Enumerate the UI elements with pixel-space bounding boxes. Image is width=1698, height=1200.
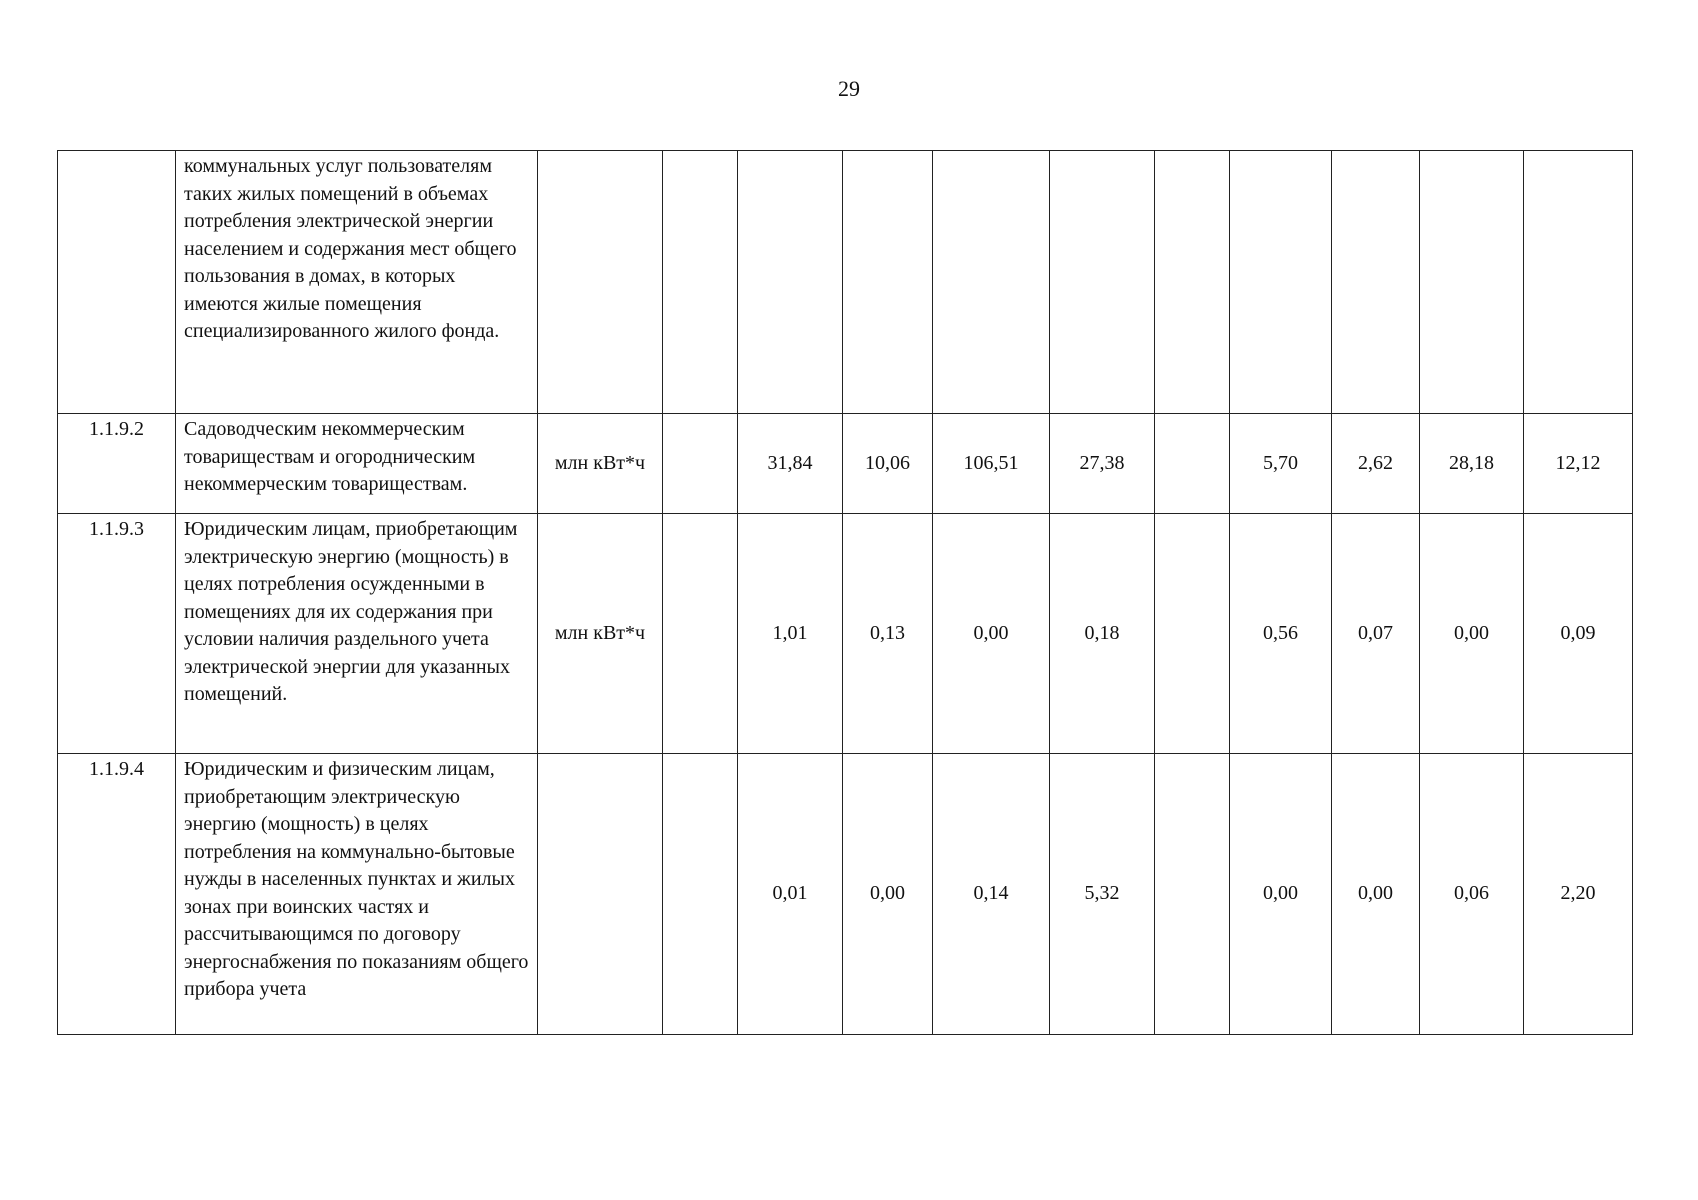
table-row — [58, 754, 1633, 1035]
row-description: Юридическим лицам, приобретающим электрическую энергию (мощность) в целях потребления осужденными в помещениях для их содержания при условии наличия раздельного учета электрической энергии для указанных помещений. — [176, 514, 538, 754]
value-cell — [1155, 414, 1230, 514]
value-cell: 0,14 — [933, 754, 1050, 1035]
value-cell — [663, 514, 738, 754]
value-cell — [738, 151, 843, 414]
value-cell — [1524, 151, 1633, 414]
table-row — [58, 414, 1633, 514]
row-unit — [538, 151, 663, 414]
row-number: 1.1.9.2 — [58, 414, 176, 514]
value-cell: 0,13 — [843, 514, 933, 754]
value-cell: 0,00 — [1420, 514, 1524, 754]
value-cell: 31,84 — [738, 414, 843, 514]
value-cell: 0,00 — [933, 514, 1050, 754]
value-cell: 0,01 — [738, 754, 843, 1035]
row-number: 1.1.9.4 — [58, 754, 176, 1035]
value-cell — [663, 151, 738, 414]
value-cell: 2,20 — [1524, 754, 1633, 1035]
value-cell: 12,12 — [1524, 414, 1633, 514]
value-cell — [663, 414, 738, 514]
value-cell — [933, 151, 1050, 414]
table-row — [58, 514, 1633, 754]
value-cell — [1332, 151, 1420, 414]
value-cell: 106,51 — [933, 414, 1050, 514]
value-cell: 0,18 — [1050, 514, 1155, 754]
row-unit: млн кВт*ч — [538, 414, 663, 514]
data-table — [57, 150, 1633, 1035]
value-cell: 27,38 — [1050, 414, 1155, 514]
value-cell — [843, 151, 933, 414]
value-cell: 0,00 — [843, 754, 933, 1035]
value-cell: 0,00 — [1230, 754, 1332, 1035]
row-unit — [538, 754, 663, 1035]
row-unit: млн кВт*ч — [538, 514, 663, 754]
value-cell: 0,07 — [1332, 514, 1420, 754]
value-cell — [1420, 151, 1524, 414]
value-cell — [1050, 151, 1155, 414]
value-cell: 1,01 — [738, 514, 843, 754]
value-cell — [1155, 514, 1230, 754]
value-cell: 2,62 — [1332, 414, 1420, 514]
value-cell: 10,06 — [843, 414, 933, 514]
row-description: коммунальных услуг пользователям таких жилых помещений в объемах потребления электрической энергии населением и содержания мест общего пользования в домах, в которых имеются жилые помещения специализированного жилого фонда. — [176, 151, 538, 414]
value-cell: 0,00 — [1332, 754, 1420, 1035]
value-cell: 5,32 — [1050, 754, 1155, 1035]
value-cell: 0,56 — [1230, 514, 1332, 754]
value-cell: 5,70 — [1230, 414, 1332, 514]
value-cell: 0,09 — [1524, 514, 1633, 754]
value-cell: 28,18 — [1420, 414, 1524, 514]
value-cell: 0,06 — [1420, 754, 1524, 1035]
row-description: Садоводческим некоммерческим товариществам и огородническим некоммерческим товариществам. — [176, 414, 538, 514]
table-row — [58, 151, 1633, 414]
value-cell — [1230, 151, 1332, 414]
row-number — [58, 151, 176, 414]
row-number: 1.1.9.3 — [58, 514, 176, 754]
value-cell — [1155, 754, 1230, 1035]
row-description: Юридическим и физическим лицам, приобретающим электрическую энергию (мощность) в целях потребления на коммунально-бытовые нужды в населенных пунктах и жилых зонах при воинских частях и рассчитывающимся по договору энергоснабжения по показаниям общего прибора учета — [176, 754, 538, 1035]
value-cell — [663, 754, 738, 1035]
value-cell — [1155, 151, 1230, 414]
page-number: 29 — [838, 76, 860, 101]
